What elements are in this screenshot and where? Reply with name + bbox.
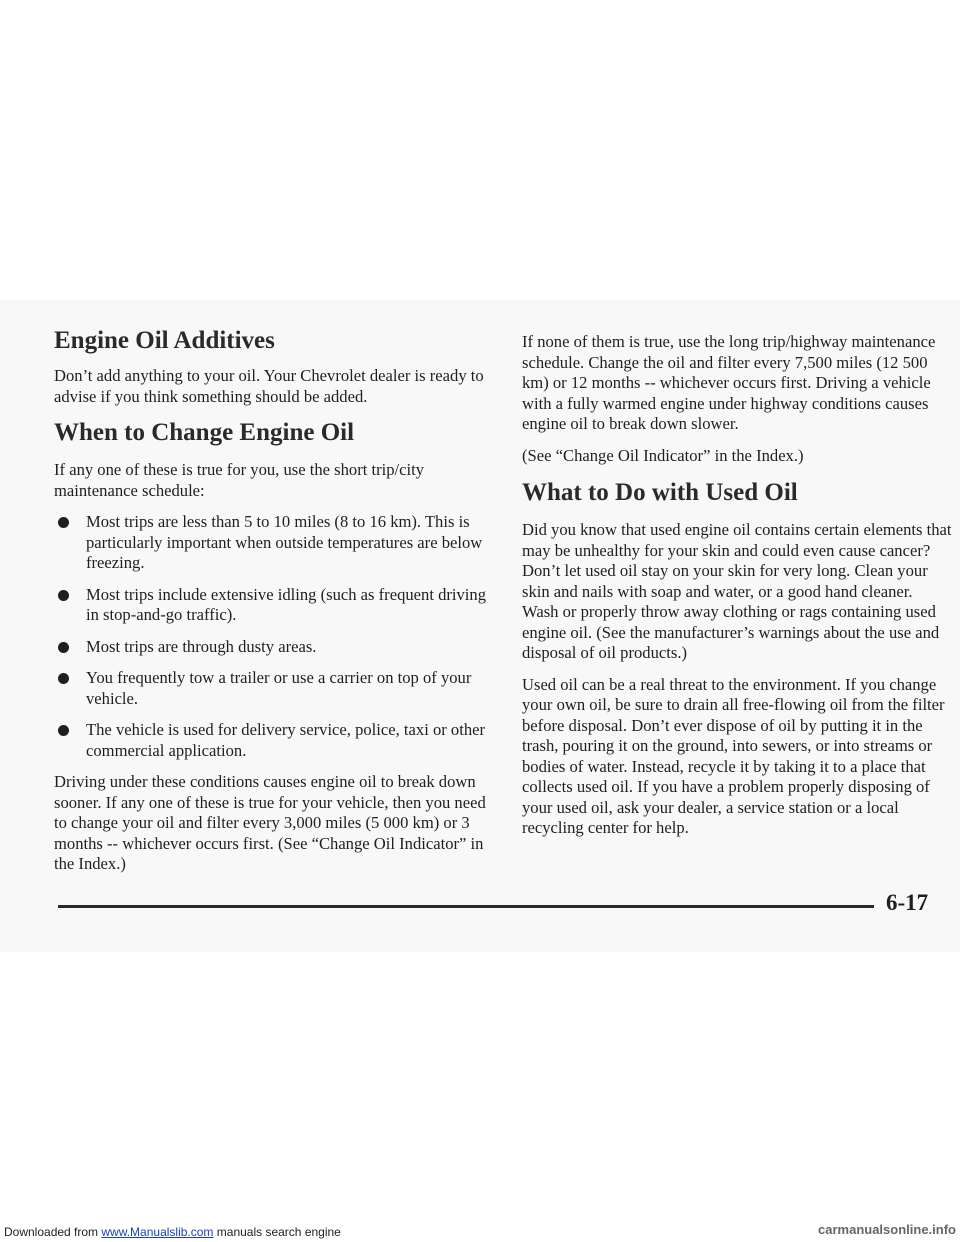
paragraph-see-index: (See “Change Oil Indicator” in the Index.)	[522, 445, 804, 465]
list-item	[54, 585, 500, 626]
paragraph-when-intro: If any one of these is true for you, use the short trip/city maintenance schedule:	[54, 460, 425, 500]
footer-source	[4, 1224, 341, 1240]
bullet-icon	[58, 642, 69, 653]
bullet-icon	[58, 517, 69, 528]
paragraph-additives: Don’t add anything to your oil. Your Chevrolet dealer is ready to advise if you think something should be added.	[54, 366, 484, 406]
heading-when-to-change: When to Change Engine Oil	[54, 419, 355, 446]
left-column	[54, 326, 500, 886]
list-item	[54, 668, 500, 709]
watermark-text: carmanualsonline.info	[818, 1222, 956, 1237]
condition-list	[54, 512, 500, 761]
heading-used-oil: What to Do with Used Oil	[522, 479, 798, 506]
list-item-text: The vehicle is used for delivery service, police, taxi or other commercial application.	[86, 720, 486, 760]
list-item-text: Most trips include extensive idling (such as frequent driving in stop-and-go traffic).	[86, 584, 487, 624]
right-column	[522, 332, 952, 850]
footer-prefix: Downloaded from	[4, 1225, 102, 1239]
paragraph-long-trip: If none of them is true, use the long trip/highway maintenance schedule. Change the oil and filter every 7,500 miles (12 500 km) or 12 months -- whichever occurs first. Driving a vehicle with a fully warmed engine under highway conditions causes engine oil to break down slower.	[522, 332, 936, 433]
paragraph-used-oil-environment: Used oil can be a real threat to the environment. If you change your own oil, be sure to drain all free-flowing oil from the filter before disposal. Don’t ever dispose of oil by putting it in the trash, pouring it on the ground, into sewers, or into streams or bodies of water. Instead, recycle it by taking it to a place that collects used oil. If you have a problem properly disposing of your used oil, ask your dealer, a service station or a local recycling center for help.	[522, 674, 945, 837]
manualslib-link[interactable]: www.Manualslib.com	[101, 1225, 214, 1239]
bullet-icon	[58, 590, 69, 601]
bullet-icon	[58, 725, 69, 736]
footer-suffix: manuals search engine	[213, 1225, 341, 1239]
list-item-text: Most trips are less than 5 to 10 miles (8 to 16 km). This is particularly important when outside temperatures are below freezing.	[86, 512, 483, 572]
page-number: 6-17	[886, 890, 929, 915]
bullet-icon	[58, 673, 69, 684]
paragraph-when-closing: Driving under these conditions causes engine oil to break down sooner. If any one of these is true for your vehicle, then you need to change your oil and filter every 3,000 miles (5 000 km) or 3 months -- whichever occurs first. (See “Change Oil Indicator” in the Index.)	[54, 772, 486, 873]
list-item-text: Most trips are through dusty areas.	[86, 636, 317, 656]
list-item	[54, 637, 500, 658]
list-item-text: You frequently tow a trailer or use a carrier on top of your vehicle.	[86, 668, 472, 708]
list-item	[54, 512, 500, 574]
download-footer	[0, 1222, 960, 1242]
footer-rule	[58, 905, 874, 908]
paragraph-used-oil-health: Did you know that used engine oil contains certain elements that may be unhealthy for your skin and could even cause cancer? Don’t let used oil stay on your skin for very long. Clean your skin and nails with soap and water, or a good hand cleaner. Wash or properly throw away clothing or rags containing used engine oil. (See the manufacturer’s warnings about the use and disposal of oil products.)	[522, 520, 952, 662]
list-item	[54, 720, 500, 761]
heading-engine-oil-additives: Engine Oil Additives	[54, 327, 275, 354]
